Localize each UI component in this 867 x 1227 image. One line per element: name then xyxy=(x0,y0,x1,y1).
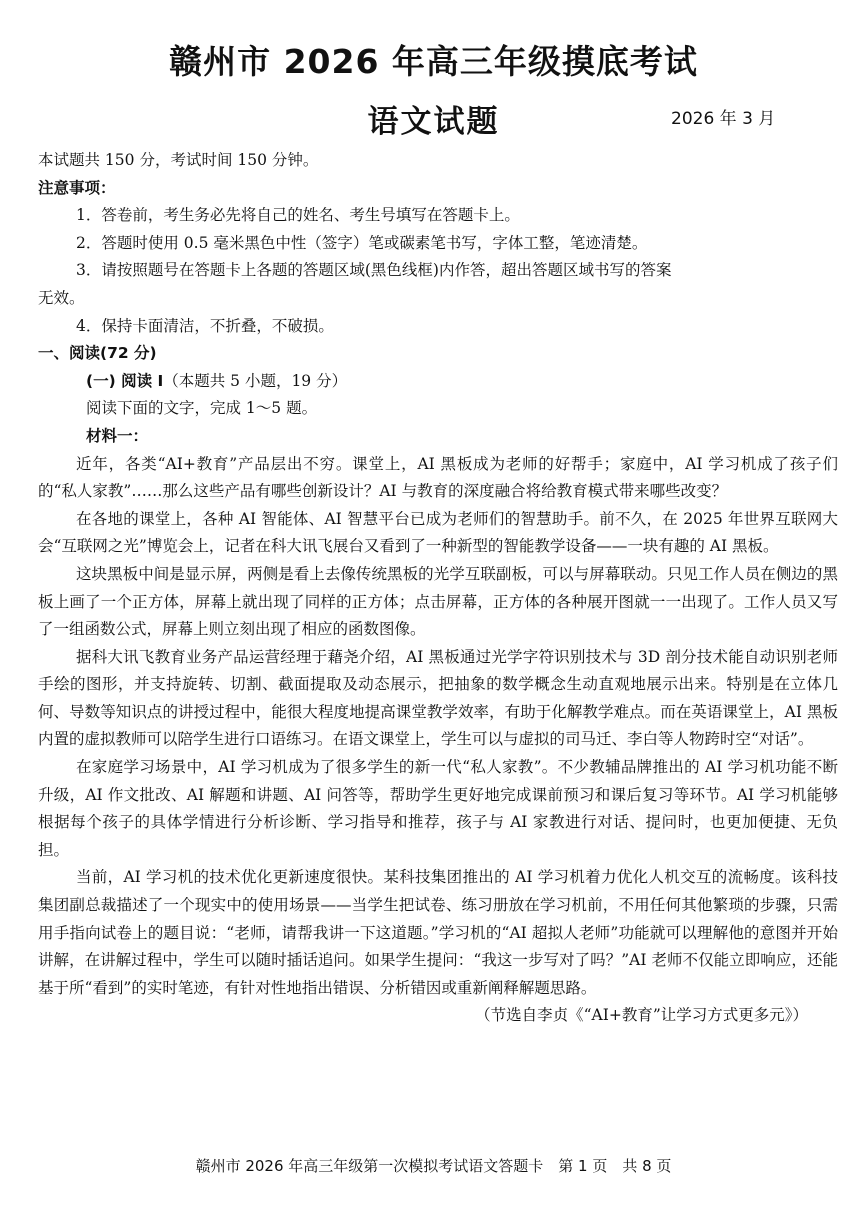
page-footer: 赣州市 2026 年高三年级第一次模拟考试语文答题卡 第 1 页 共 8 页 xyxy=(195,1157,672,1175)
material-paragraph: 这块黑板中间是显示屏，两侧是看上去像传统黑板的光学互联副板，可以与屏幕联动。只见工作人员在侧边的黑板上画了一个正方体，屏幕上就出现了同样的正方体；点击屏幕，正方体的各种展开图就一一出现了。工作人员又写了一组函数公式，屏幕上则立刻出现了相应的函数图像。 xyxy=(38,564,838,639)
notice-item: 4．保持卡面清洁，不折叠，不破损。 xyxy=(76,316,334,335)
notice-item: 1．答卷前，考生务必先将自己的姓名、考生号填写在答题卡上。 xyxy=(76,206,520,225)
notice-item-continued: 无效。 xyxy=(38,288,85,307)
total-score-line: 本试题共 150 分，考试时间 150 分钟。 xyxy=(38,151,319,169)
exam-body xyxy=(38,147,838,1030)
subsection-note: （本题共 5 小题，19 分） xyxy=(163,371,348,390)
material-paragraph: 在家庭学习场景中，AI 学习机成为了很多学生的新一代“私人家教”。不少教辅品牌推出的 AI 学习机功能不断升级，AI 作文批改、AI 解题和讲题、AI 问答等，帮助学生更好地完成课前预习和课后复习等环节。AI 学习机能够根据每个孩子的具体学情进行分析诊断、学习指导和推荐，孩子与 AI 家教进行对话、提问时，也更加便捷、无负担。 xyxy=(38,758,838,859)
subsection-heading xyxy=(38,368,838,396)
exam-date: 2026 年 3 月 xyxy=(671,109,776,129)
material-paragraph: 据科大讯飞教育业务产品运营经理于藉尧介绍，AI 黑板通过光学字符识别技术与 3D 剖分技术能自动识别老师手绘的图形，并支持旋转、切割、截面提取及动态展示，把抽象的数学概念生动直观地展示出来。特别是在立体几何、导数等知识点的讲授过程中，能很大程度地提高课堂教学效率，有助于化解教学难点。而在英语课堂上，AI 黑板内置的虚拟教师可以陪学生进行口语练习。在语文课堂上，学生可以与虚拟的司马迁、李白等人物跨时空“对话”。 xyxy=(38,647,838,749)
exam-subject: 语文试题 xyxy=(367,104,500,140)
notice-item: 2．答题时使用 0.5 毫米黑色中性（签字）笔或碳素笔书写，字体工整，笔迹清楚。 xyxy=(76,233,648,252)
material-label: 材料一： xyxy=(86,426,149,445)
material-paragraph: 在各地的课堂上，各种 AI 智能体、AI 智慧平台已成为老师们的智慧助手。前不久，在 2025 年世界互联网大会“互联网之光”博览会上，记者在科大讯飞展台又看到了一种新型的智能教学设备——一块有趣的 AI 黑板。 xyxy=(38,509,838,556)
source-citation: （节选自李贞《“AI+教育”让学习方式更多元》） xyxy=(475,1006,808,1025)
subsection-title: (一) 阅读 I xyxy=(86,371,164,390)
material-paragraph: 近年，各类“AI+教育”产品层出不穷。课堂上，AI 黑板成为老师的好帮手；家庭中，AI 学习机成了孩子们的“私人家教”……那么这些产品有哪些创新设计？AI 与教育的深度融合将给教育模式带来哪些改变？ xyxy=(38,454,838,501)
exam-title: 赣州市 2026 年高三年级摸底考试 xyxy=(169,42,698,81)
material-paragraph: 当前，AI 学习机的技术优化更新速度很快。某科技集团推出的 AI 学习机着力优化人机交互的流畅度。该科技集团副总裁描述了一个现实中的使用场景——当学生把试卷、练习册放在学习机前，不用任何其他繁琐的步骤，只需用手指向试卷上的题目说：“老师，请帮我讲一下这道题。”学习机的“AI 超拟人老师”功能就可以理解他的意图并开始讲解，在讲解过程中，学生可以随时插话追问。如果学生提问：“我这一步写对了吗？”AI 老师不仅能立即响应，还能基于所“看到”的实时笔迹，有针对性地指出错误、分析错因或重新阐释解题思路。 xyxy=(38,868,838,997)
section-heading: 一、阅读(72 分) xyxy=(38,344,157,363)
notice-heading: 注意事项： xyxy=(38,178,116,197)
reading-instruction: 阅读下面的文字，完成 1～5 题。 xyxy=(86,399,318,418)
notice-item: 3．请按照题号在答题卡上各题的答题区域(黑色线框)内作答，超出答题区域书写的答案 xyxy=(76,261,672,280)
